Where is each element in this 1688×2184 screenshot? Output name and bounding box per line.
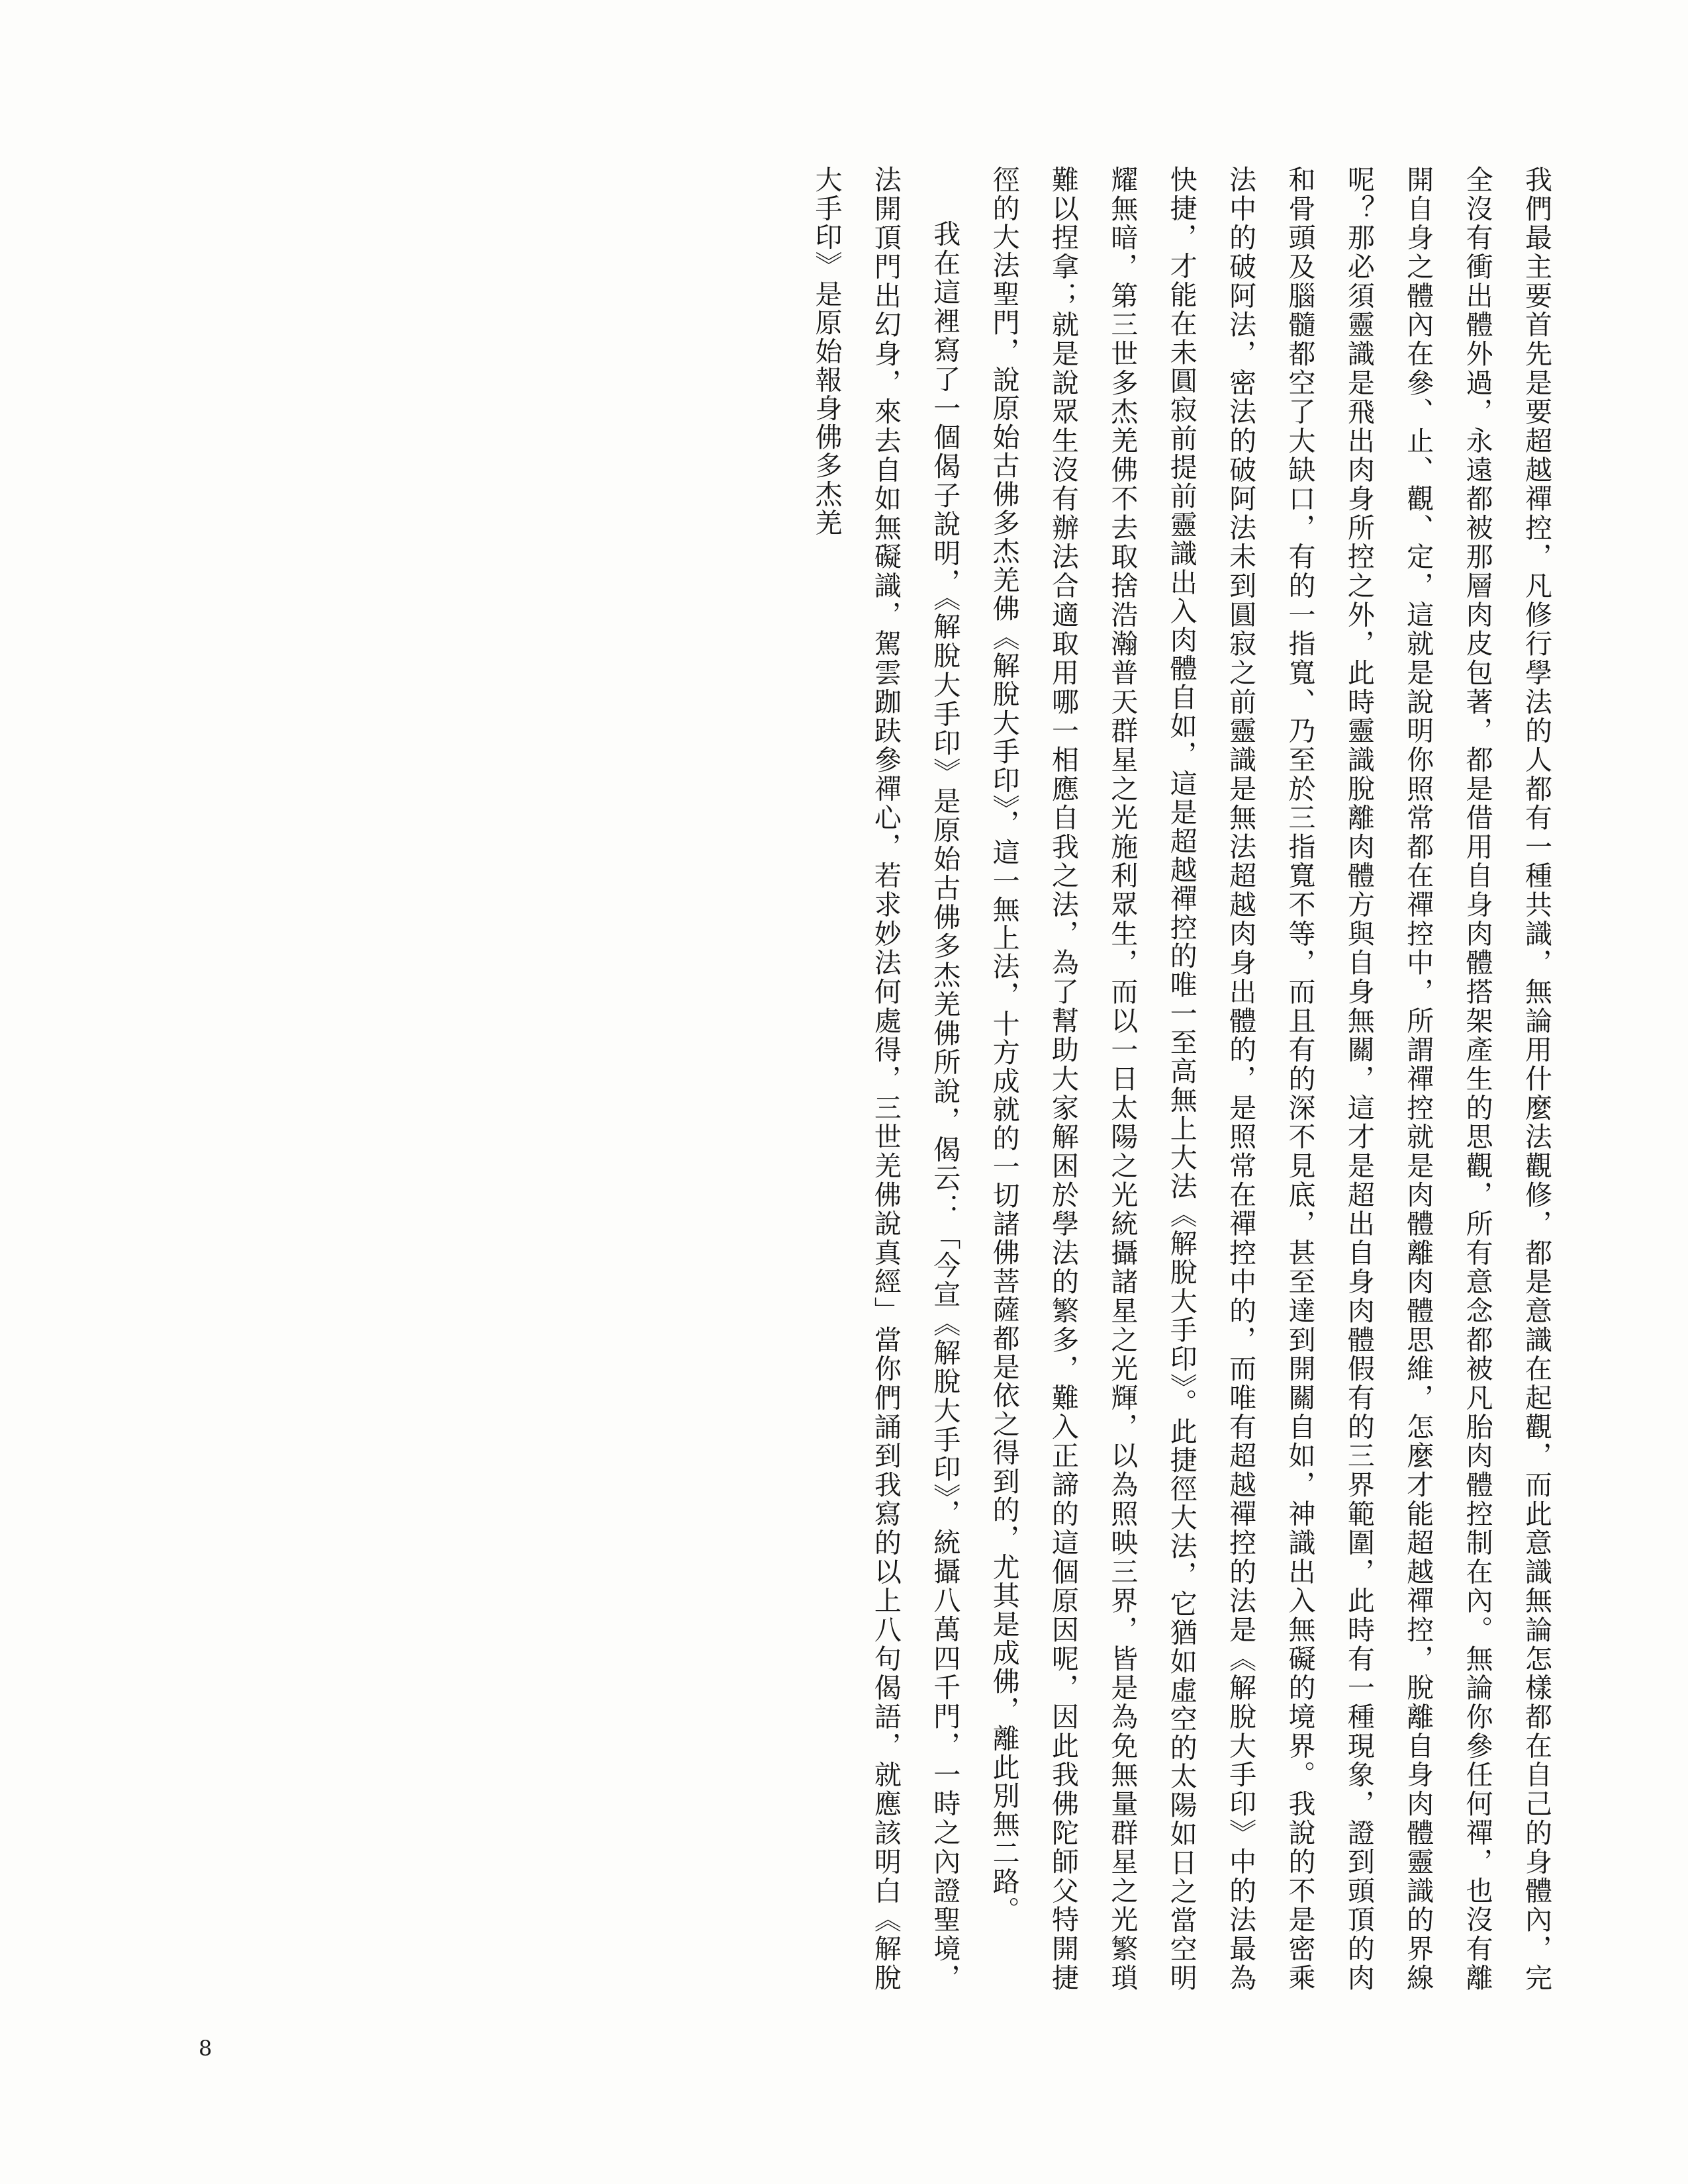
page-body-text: [308, 165, 1566, 1992]
page-number: 8: [199, 2036, 212, 2061]
paragraph-2: 我在這裡寫了一個偈子說明，《解脫大手印》是原始古佛多杰羌佛所說，偈云：「今宣《解脫大手印》，統攝八萬四千門，一時之內證聖境，法開頂門出幻身，來去自如無礙識，駕雲跏趺參禪心，若求妙法何處得，三世羌佛說真經」當你們誦到我寫的以上八句偈語，就應該明白《解脫大手印》是原始報身佛多杰羌: [810, 165, 961, 1992]
paragraph-1: 我們最主要首先是要超越禪控，凡修行學法的人都有一種共識，無論用什麼法觀修，都是意識在起觀，而此意識無論怎樣都在自己的身體內，完全沒有衝出體外過，永遠都被那層肉皮包著，都是借用自身肉體搭架產生的思觀，所有意念都被凡胎肉體控制在內。無論你參任何禪，也沒有離開自身之體內在參、止、觀、定，這就是說明你照常都在禪控中，所謂禪控就是肉體離肉體思維，怎麼才能超越禪控，脫離自身肉體靈識的界線呢？那必須靈識是飛出肉身所控之外，此時靈識脫離肉體方與自身無關，這才是超出自身肉體假有的三界範圍，此時有一種現象，證到頭頂的肉和骨頭及腦髓都空了大缺口，有的一指寬、乃至於三指寬不等，而且有的深不見底，甚至達到開關自如，神識出入無礙的境界。我說的不是密乘法中的破阿法，密法的破阿法未到圓寂之前靈識是無法超越肉身出體的，是照常在禪控中的，而唯有超越禪控的法是《解脫大手印》中的法最為快捷，才能在未圓寂前提前靈識出入肉體自如，這是超越禪控的唯一至高無上大法《解脫大手印》。此捷徑大法，它猶如虛空的太陽如日之當空明耀無暗，第三世多杰羌佛不去取捨浩瀚普天群星之光施利眾生，而以一日太陽之光統攝諸星之光輝，以為照映三界，皆是為免無量群星之光繁瑣難以捏拿；就是說眾生沒有辦法合適取用哪一相應自我之法，為了幫助大家解困於學法的繁多，難入正諦的這個原因呢，因此我佛陀師父特開捷徑的大法聖門，說原始古佛多杰羌佛《解脫大手印》，這一無上法，十方成就的一切諸佛菩薩都是依之得到的，尤其是成佛，離此別無二路。: [988, 165, 1552, 1992]
